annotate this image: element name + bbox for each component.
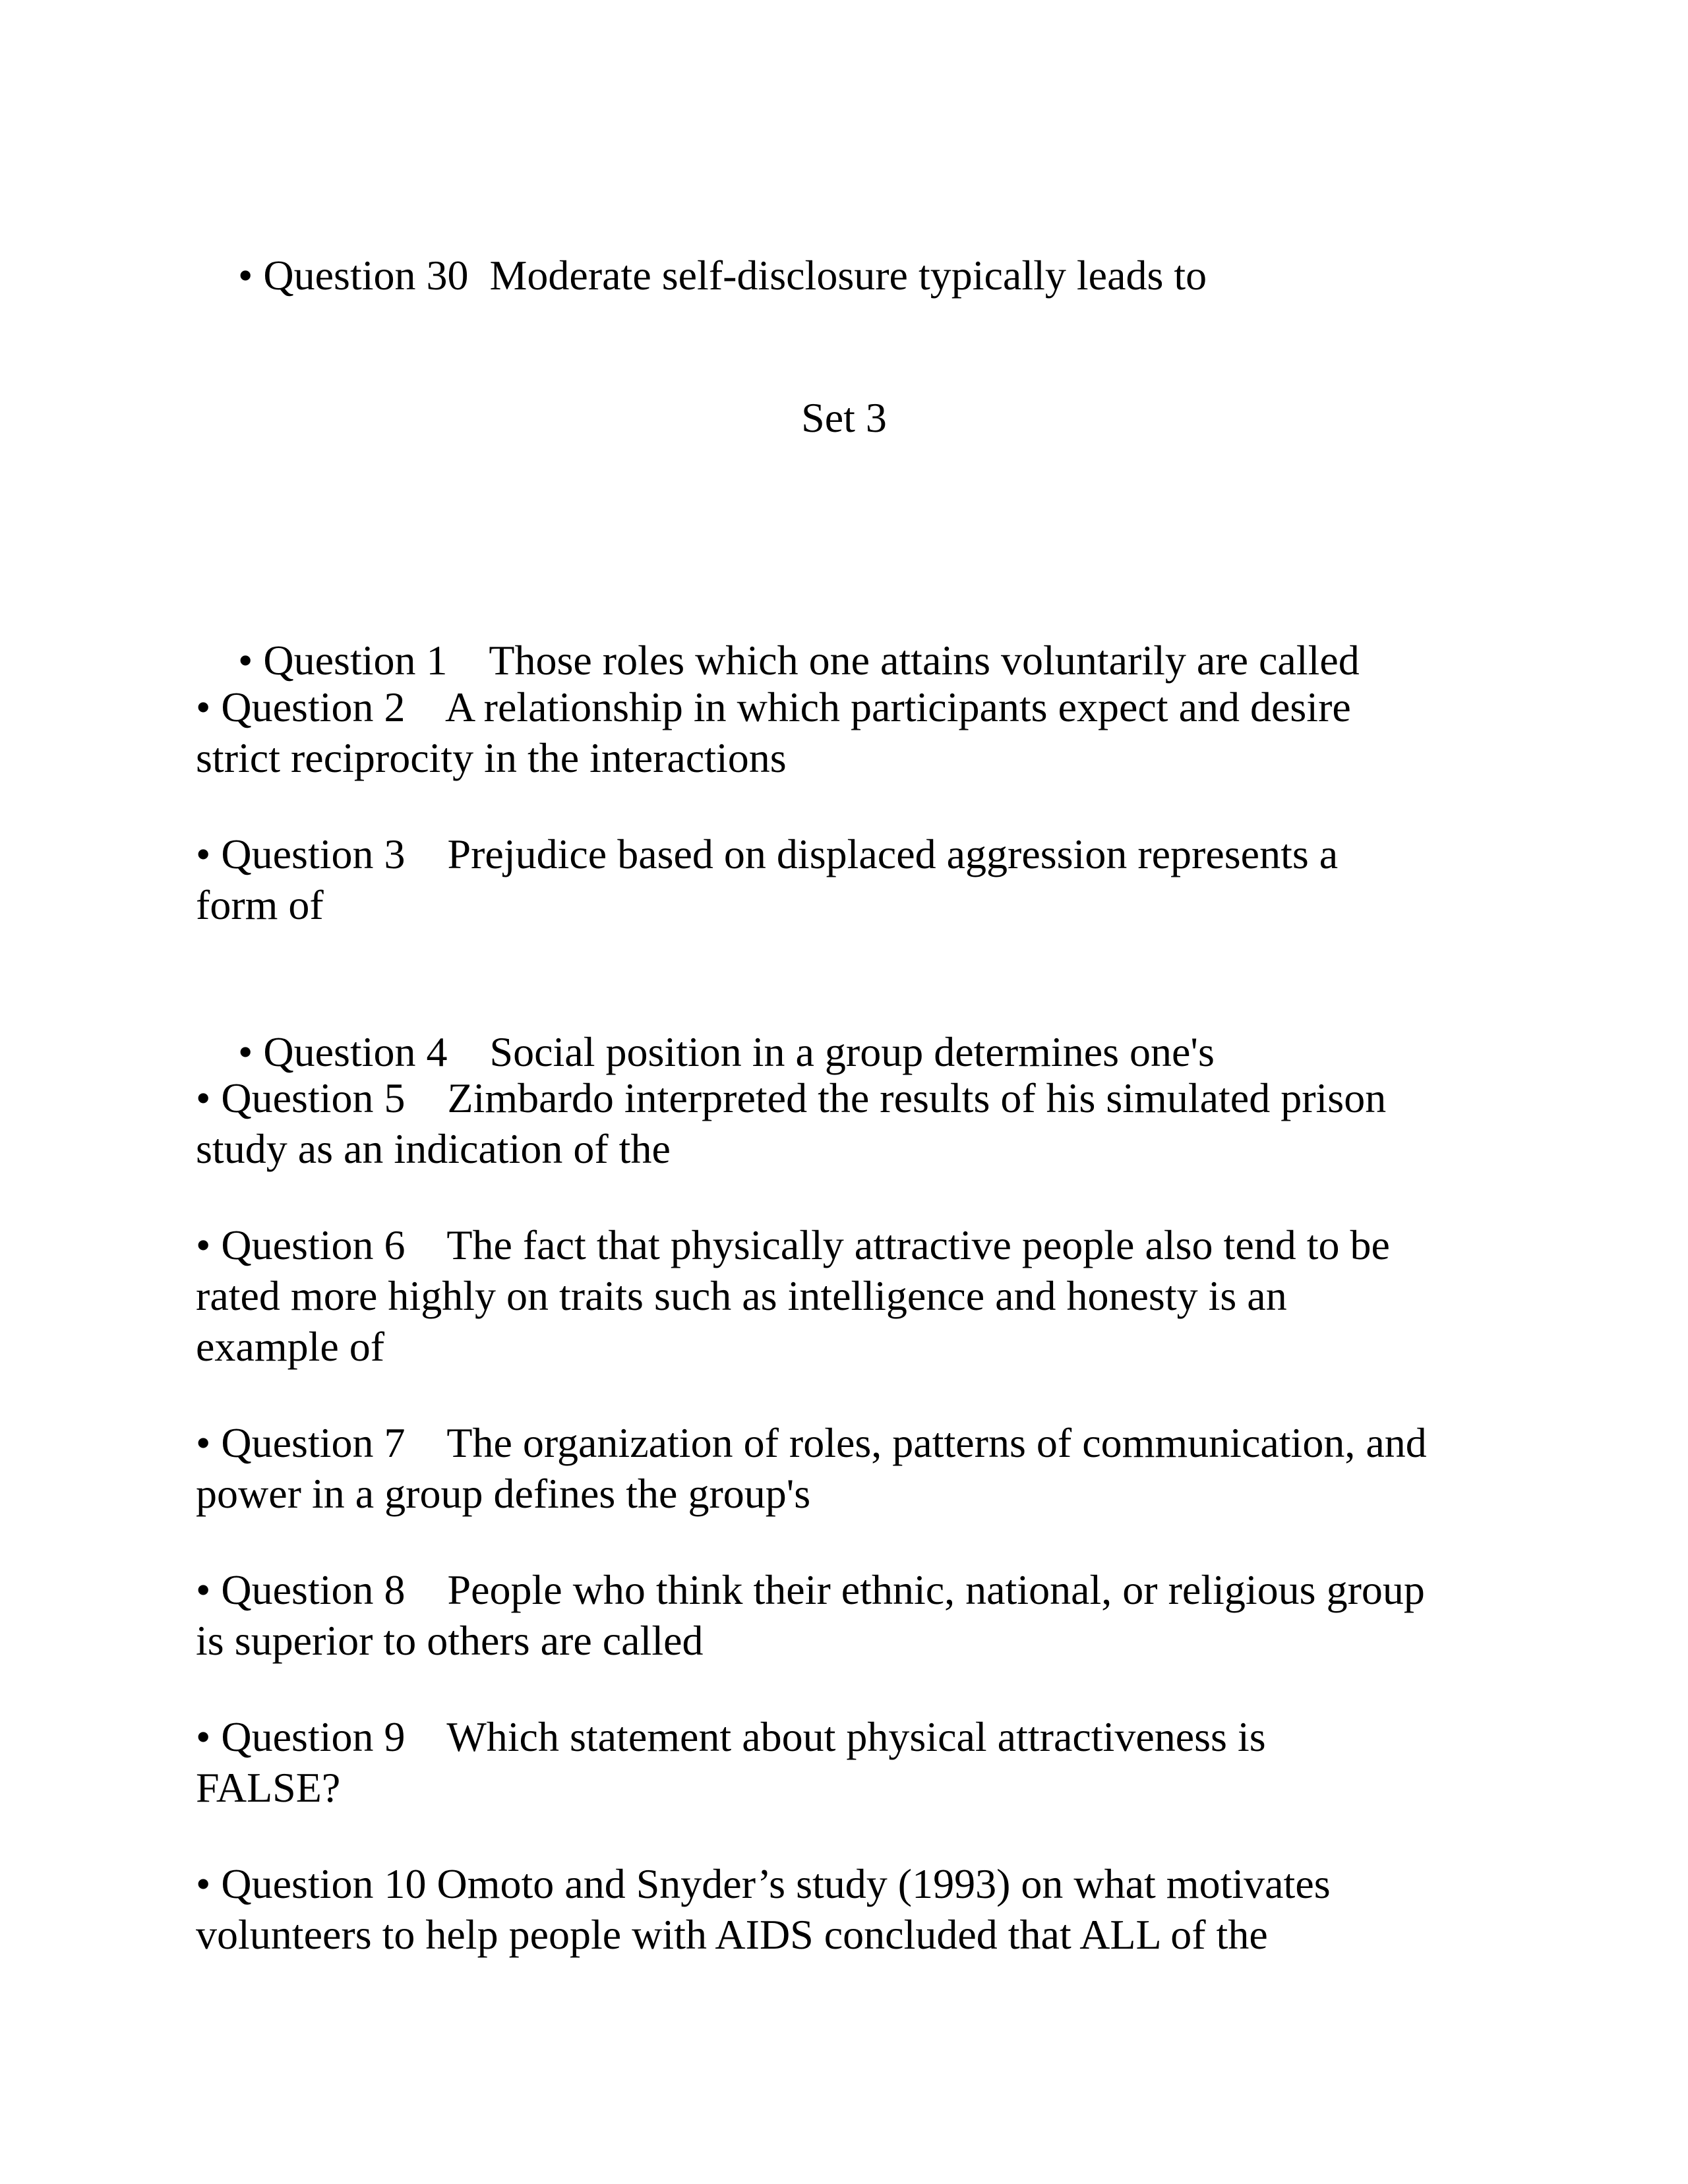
question-6	[196, 1220, 1515, 1372]
set-heading: Set 3	[801, 394, 887, 441]
question-line: • Question 8 People who think their ethnic, national, or religious group	[196, 1566, 1425, 1613]
question-10	[196, 1858, 1515, 1960]
question-line: • Question 6 The fact that physically attractive people also tend to be	[196, 1222, 1390, 1268]
question-line: • Question 1 Those roles which one attains voluntarily are called	[238, 637, 1360, 684]
question-line: • Question 4 Social position in a group determines one's	[238, 1028, 1215, 1075]
question-line: FALSE?	[196, 1764, 341, 1811]
question-line: is superior to others are called	[196, 1617, 704, 1664]
question-5	[196, 1073, 1515, 1174]
question-line: • Question 5 Zimbardo interpreted the results of his simulated prison	[196, 1075, 1387, 1121]
question-line: • Question 3 Prejudice based on displaced aggression represents a	[196, 831, 1339, 877]
question-2	[196, 682, 1515, 783]
question-line: power in a group defines the group's	[196, 1470, 811, 1517]
question-line: • Question 9 Which statement about physical attractiveness is	[196, 1713, 1266, 1760]
question-line: strict reciprocity in the interactions	[196, 734, 787, 781]
question-line: • Question 7 The organization of roles, patterns of communication, and	[196, 1419, 1427, 1466]
question-line: rated more highly on traits such as intelligence and honesty is an	[196, 1272, 1287, 1319]
question-30-text: • Question 30 Moderate self-disclosure typically leads to	[238, 252, 1207, 299]
question-line: example of	[196, 1323, 385, 1370]
question-line: • Question 10 Omoto and Snyder’s study (1993) on what motivates	[196, 1860, 1331, 1907]
question-line: form of	[196, 881, 324, 928]
question-8	[196, 1564, 1515, 1666]
question-7	[196, 1417, 1515, 1519]
question-3	[196, 829, 1515, 930]
question-line: • Question 2 A relationship in which participants expect and desire	[196, 684, 1351, 730]
question-line: study as an indication of the	[196, 1125, 671, 1172]
question-30	[196, 199, 1515, 351]
question-9	[196, 1711, 1515, 1813]
question-line: volunteers to help people with AIDS concluded that ALL of the	[196, 1911, 1268, 1958]
